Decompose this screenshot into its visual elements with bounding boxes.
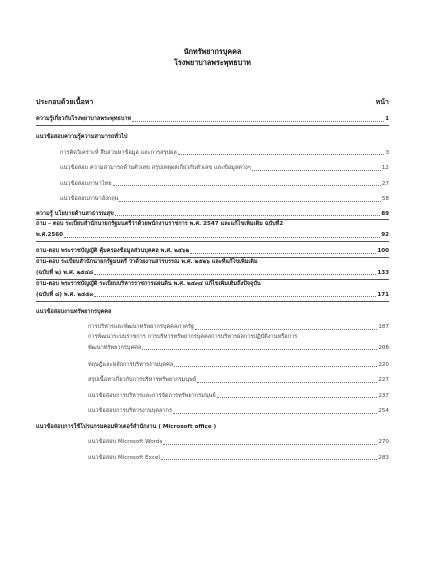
toc-leader xyxy=(132,121,384,122)
toc-entry xyxy=(36,370,389,386)
toc-entry-label: ถาม – ตอบ ระเบียบสำนักนายกรัฐมนตรีว่าด้วยพนักงานราชการ พ.ศ. 2547 และแก้ไขเพิ่มเติม ฉบับที่2 xyxy=(36,221,284,227)
toc-entry-label: ทฤษฎีและหลักการบริหารงานบุคคล xyxy=(88,361,174,368)
toc-entry-label: สรุปเนื้อหาเกี่ยวกับการบริหารทรัพยากรมนุษย์ xyxy=(88,377,197,383)
toc-leader xyxy=(64,237,380,238)
toc-entry-page: 171 xyxy=(377,291,389,298)
toc-leader xyxy=(195,329,377,330)
toc-entry xyxy=(36,386,389,402)
toc-entry-label-cont: พ.ศ.2560 xyxy=(36,232,64,238)
toc-leader xyxy=(94,274,376,275)
toc-entry-label-cont: (ฉบับที่ ๘) พ.ศ. ๒๕๕๓ xyxy=(36,291,94,298)
toc-entry-page: 187 xyxy=(378,324,389,330)
toc-entry-page: 208 xyxy=(378,344,389,351)
toc-entry-page: 3 xyxy=(385,149,389,156)
toc-entry-page: 89 xyxy=(381,210,389,217)
toc-entry-label: ถาม-ตอบ ระเบียบสำนักนายกรัฐมนตรี ว่าด้วยงานสารบรรณ พ.ศ. ๒๕๒๖ และที่แก้ไขเพิ่มเติม xyxy=(36,258,258,265)
toc-leader xyxy=(252,170,381,171)
toc-entry-label: ความรู้ นโยบายด้านสาธารณสุข xyxy=(36,210,114,217)
toc-section-label: แนวข้อสอบการใช้โปรแกรมคอมพิวเตอร์สำนักงาน ( Microsoft office ) xyxy=(36,423,217,430)
toc-entry-label: แนวข้อสอบภาษาไทย xyxy=(60,180,112,187)
page-column-label: หน้า xyxy=(375,98,389,106)
toc-entry xyxy=(36,355,389,371)
toc-entry-page: 283 xyxy=(378,454,389,461)
toc-leader xyxy=(173,413,377,414)
toc-entry-label: แนวข้อสอบการบริหารและการจัดการทรัพยากรมนุษย์ xyxy=(88,392,216,399)
toc-section xyxy=(36,126,389,143)
toc-section-label: แนวข้อสอบความรู้ความสามารถทั่วไป xyxy=(36,134,128,140)
toc-entry xyxy=(36,158,389,174)
toc-leader xyxy=(161,459,377,460)
toc-leader xyxy=(119,201,381,202)
document-subtitle: โรงพยาบาลพระพุทธบาท xyxy=(174,58,251,67)
toc-entry xyxy=(36,205,389,221)
toc-entry-label-cont: (ฉบับที่ ๒) พ.ศ. ๒๕๔๘ xyxy=(36,269,94,276)
toc-section xyxy=(36,302,389,318)
toc-entry-label: ถาม-ตอบ พระราชบัญญัติ คุ้มครองข้อมูลส่วนบุคคล พ.ศ. ๒๕๖๒ xyxy=(36,248,190,254)
toc-entry-page: 1 xyxy=(385,116,389,122)
toc-entry-label: การคิดวิเคราะห์ สืบสวนหาข้อมูล และการสรุปผล xyxy=(60,149,177,156)
toc-entry xyxy=(36,143,389,159)
toc-section-label: แนวข้อสอบงานทรัพยากรบุคคล xyxy=(36,308,112,315)
contents-label: ประกอบด้วยเนื้อหา xyxy=(36,98,94,106)
toc-entry-page: 237 xyxy=(378,392,389,399)
toc-entry-label-cont: พัฒนาทรัพยากรบุคคล xyxy=(88,344,142,351)
toc-leader xyxy=(94,296,376,297)
toc-leader xyxy=(115,215,380,216)
toc-entry xyxy=(36,401,389,417)
toc-entry xyxy=(36,333,389,355)
toc-entry-label: การพัฒนาระบบราชการ การบริหารทรัพยากรบุคคลการบริหารผลการปฏิบัติงานหรือการ xyxy=(88,333,298,340)
toc-leader xyxy=(142,349,377,350)
toc-entry-page: 270 xyxy=(378,439,389,445)
toc-entry xyxy=(36,220,389,242)
toc-leader xyxy=(174,366,377,367)
toc-entry xyxy=(36,110,389,126)
toc-leader xyxy=(190,253,376,254)
toc-entry-label: แนวข้อสอบการบริหารงานบุคลากร xyxy=(88,408,172,414)
toc-entry-page: 27 xyxy=(381,180,389,187)
toc-leader xyxy=(113,185,381,186)
toc-section xyxy=(36,417,389,433)
toc-leader xyxy=(197,382,377,383)
toc-entry-label: ความรู้เกี่ยวกับโรงพยาบาลพระพุทธบาท xyxy=(36,116,132,122)
toc-entry-label: แนวข้อสอบภาษาอังกฤษ xyxy=(60,196,119,202)
toc-entry xyxy=(36,174,389,190)
toc-entry-label: ถาม-ตอบ พระราชบัญญัติ ระเบียบบริหารราชการแผ่นดิน พ.ศ. ๒๕๓๔ แก้ไขเพิ่มเติมถึงปัจจุบัน xyxy=(36,280,261,287)
toc-entry-label: การบริหารและพัฒนาทรัพยากรบุคคลภาครัฐ xyxy=(88,324,194,330)
toc-entry xyxy=(36,432,389,448)
toc-entry xyxy=(36,189,389,205)
toc-entry-page: 12 xyxy=(381,165,389,171)
toc-entry-page: 133 xyxy=(377,269,389,276)
toc-entry-page: 220 xyxy=(378,361,389,368)
toc-entry-page: 254 xyxy=(378,408,389,414)
toc-entry-label: แนวข้อสอบ ความสามารถด้านตัวเลข สรุปเหตุผลเกี่ยวกับตัวเลข และข้อมูลต่างๆ xyxy=(60,165,251,171)
toc-leader xyxy=(178,154,385,155)
toc-entry xyxy=(36,317,389,333)
toc-entry xyxy=(36,280,389,302)
document-title: นักทรัพยากรบุคคล xyxy=(183,47,242,56)
toc-entry-page: 92 xyxy=(381,232,389,238)
toc-header xyxy=(36,97,389,107)
toc-leader xyxy=(217,397,378,398)
toc-entry-label: แนวข้อสอบ Microsoft Excel xyxy=(88,454,160,461)
toc-leader xyxy=(163,444,377,445)
toc-entry xyxy=(36,258,389,280)
toc-entry-page: 58 xyxy=(381,196,389,202)
table-of-contents xyxy=(36,110,389,463)
toc-entry xyxy=(36,448,389,464)
toc-entry xyxy=(36,242,389,258)
toc-entry-page: 100 xyxy=(377,248,389,254)
toc-entry-page: 227 xyxy=(378,377,389,383)
toc-entry-label: แนวข้อสอบ Microsoft Words xyxy=(88,439,163,445)
